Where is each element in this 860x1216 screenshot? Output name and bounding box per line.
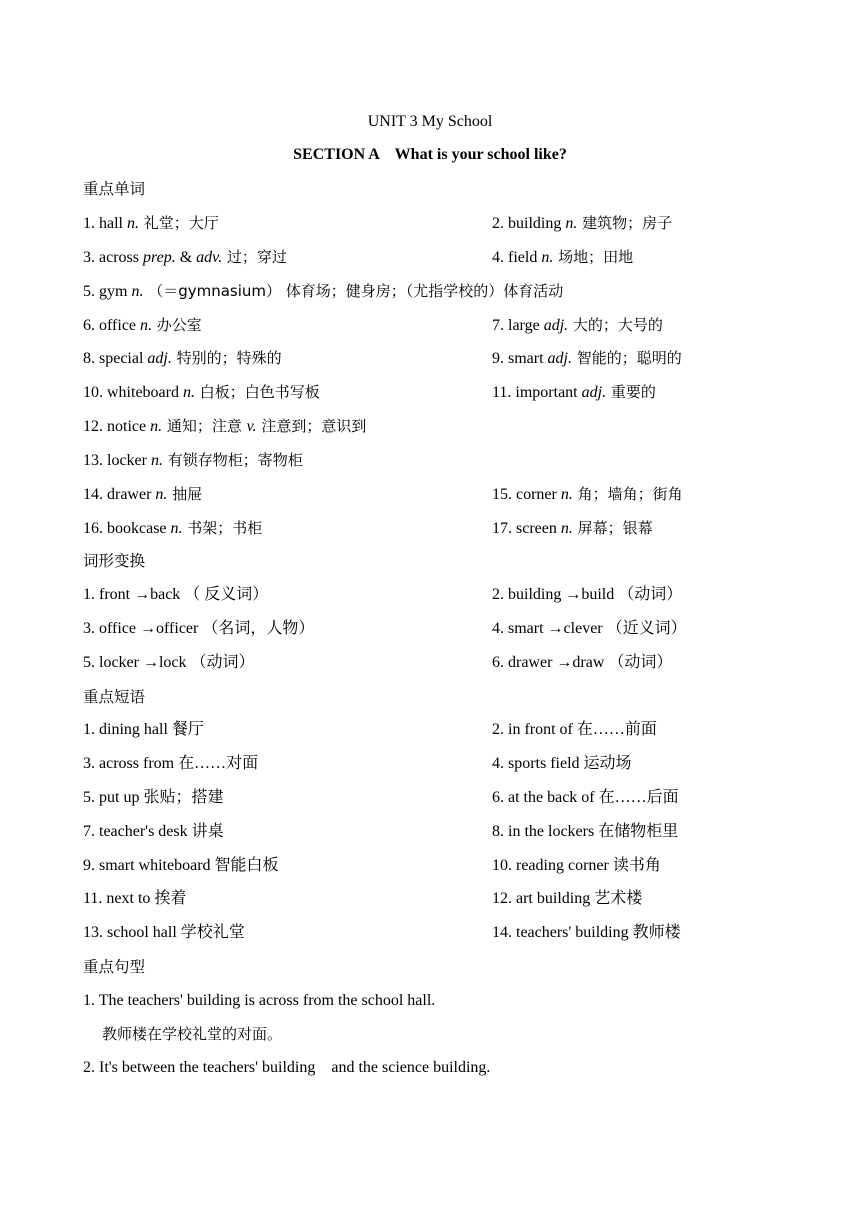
sentence-chinese: 教师楼在学校礼堂的对面。: [102, 1025, 283, 1043]
phrase-row: 5. put up 张贴；搭建 6. at the back of 在……后面: [83, 789, 679, 806]
vocab-row: 13. locker n. 有锁存物柜；寄物柜: [83, 451, 303, 469]
heading-word-forms: 词形变换: [83, 552, 146, 570]
vocab-row: 10. whiteboard n. 白板；白色书写板 11. important adj. 重要的: [83, 383, 656, 401]
vocab-row: 5. gym n. （＝gymnasium） 体育场；健身房；（尤指学校的）体育活动: [83, 282, 564, 300]
vocab-row: 6. office n. 办公室 7. large adj. 大的；大号的: [83, 316, 663, 334]
unit-title: UNIT 3 My School: [367, 113, 493, 130]
section-title: SECTION A What is your school like?: [293, 146, 567, 163]
vocab-row: 8. special adj. 特别的；特殊的 9. smart adj. 智能的；聪明的: [83, 349, 682, 367]
phrase-row: 13. school hall 学校礼堂 14. teachers' building 教师楼: [83, 924, 681, 941]
phrase-row: 9. smart whiteboard 智能白板 10. reading corner 读书角: [83, 857, 661, 874]
heading-phrases: 重点短语: [83, 688, 146, 706]
sentence-english: 1. The teachers' building is across from the school hall.: [83, 992, 436, 1009]
vocab-row: 1. hall n. 礼堂；大厅 2. building n. 建筑物；房子: [83, 214, 673, 232]
heading-vocab: 重点单词: [83, 180, 146, 198]
word-form-row: 1. front →back （ 反义词） 2. building →build （动词）: [83, 586, 683, 603]
vocab-row: 14. drawer n. 抽屉 15. corner n. 角；墙角；街角: [83, 485, 683, 503]
vocab-row: 12. notice n. 通知；注意 v. 注意到；意识到: [83, 417, 367, 435]
vocab-row: 3. across prep. & adv. 过；穿过 4. field n. 场地；田地: [83, 248, 634, 266]
word-form-row: 5. locker →lock （动词） 6. drawer →draw （动词）: [83, 654, 673, 671]
phrase-row: 11. next to 挨着 12. art building 艺术楼: [83, 890, 643, 907]
phrase-row: 1. dining hall 餐厅 2. in front of 在……前面: [83, 721, 657, 738]
word-form-row: 3. office →officer （名词，人物） 4. smart →clever （近义词）: [83, 620, 687, 637]
phrase-row: 3. across from 在……对面 4. sports field 运动场: [83, 755, 632, 772]
sentence-english: 2. It's between the teachers' building and the science building.: [83, 1059, 491, 1076]
phrase-row: 7. teacher's desk 讲桌 8. in the lockers 在储物柜里: [83, 823, 679, 840]
heading-sentences: 重点句型: [83, 958, 146, 976]
vocab-row: 16. bookcase n. 书架；书柜 17. screen n. 屏幕；银幕: [83, 519, 653, 537]
